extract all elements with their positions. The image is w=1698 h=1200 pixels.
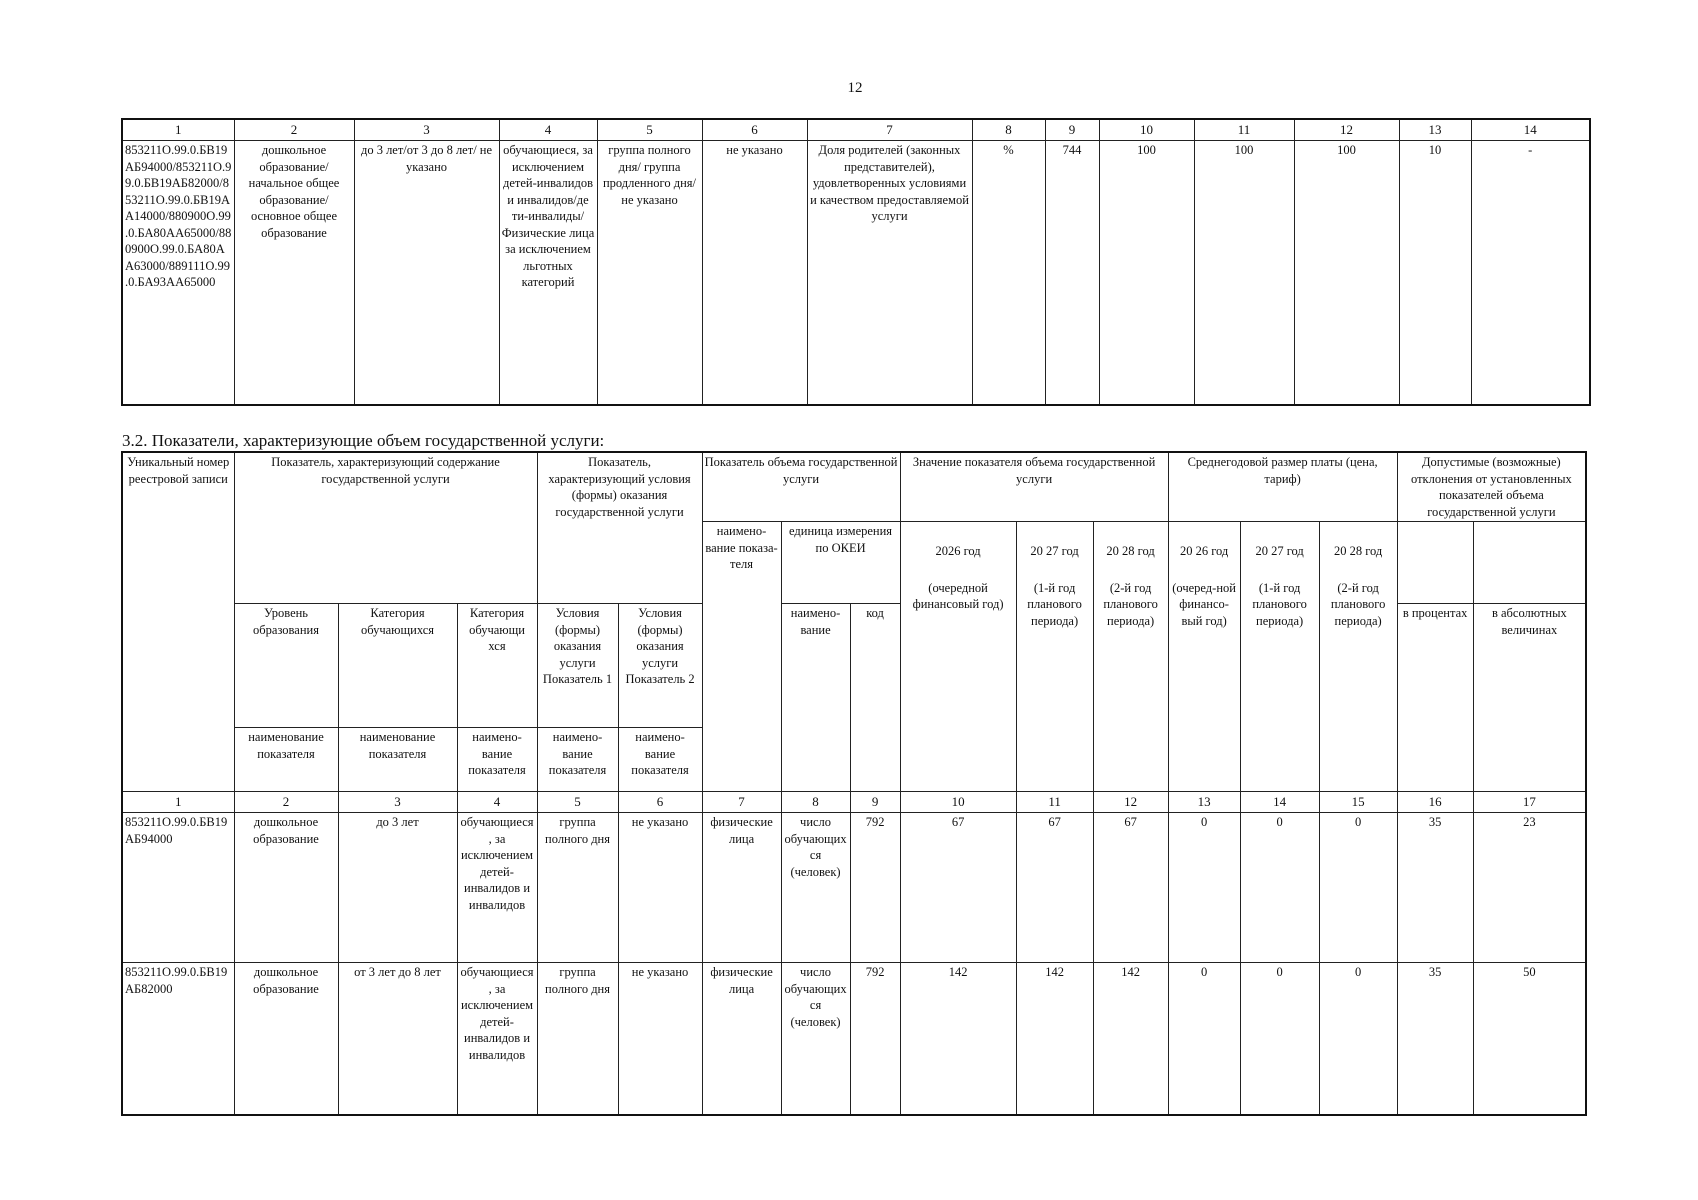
fee-2028-cell: 0 bbox=[1319, 813, 1397, 963]
col-num-5: 5 bbox=[597, 119, 702, 141]
volume-indicator-cell: физические лица bbox=[702, 963, 781, 1115]
col-num-5: 5 bbox=[537, 792, 618, 813]
deviation-abs-header: в абсолютных величинах bbox=[1473, 604, 1586, 792]
col-num-7: 7 bbox=[702, 792, 781, 813]
value-2026-header bbox=[900, 522, 1016, 792]
col-num-12: 12 bbox=[1294, 119, 1399, 141]
deviation-percent-cell: 10 bbox=[1399, 141, 1471, 406]
col-num-7: 7 bbox=[807, 119, 972, 141]
indicator-name-header: наимено-вание показателя bbox=[537, 728, 618, 792]
fee-2028-cell: 0 bbox=[1319, 963, 1397, 1115]
education-level-cell: дошкольное образование bbox=[234, 813, 338, 963]
value-2026-year: 2026 год bbox=[935, 544, 981, 558]
group-type-cell: группа полного дня bbox=[537, 813, 618, 963]
value-2026-cell: 100 bbox=[1099, 141, 1194, 406]
deviation-percent-cell: 35 bbox=[1397, 963, 1473, 1115]
fee-2027-header bbox=[1240, 522, 1319, 792]
col-num-9: 9 bbox=[1045, 119, 1099, 141]
value-2028-header bbox=[1093, 522, 1168, 792]
col-num-2: 2 bbox=[234, 119, 354, 141]
deviation-percent-header-spacer bbox=[1397, 522, 1473, 604]
volume-name-header: наимено-вание показа-теля bbox=[702, 522, 781, 792]
col-num-6: 6 bbox=[702, 119, 807, 141]
indicator-name-header: наименование показателя bbox=[234, 728, 338, 792]
age-cell: до 3 лет/от 3 до 8 лет/ не указано bbox=[354, 141, 499, 406]
col-num-4: 4 bbox=[457, 792, 537, 813]
deviation-abs-cell: 23 bbox=[1473, 813, 1586, 963]
deviation-abs-cell: 50 bbox=[1473, 963, 1586, 1115]
deviation-group-header: Допустимые (возможные) отклонения от установленных показателей объема государственной услуги bbox=[1397, 452, 1586, 522]
registry-number-cell: 853211О.99.0.БВ19АБ94000 bbox=[122, 813, 234, 963]
fee-2026-subtitle: (очеред-ной финансо-вый год) bbox=[1172, 580, 1236, 628]
value-2028-cell: 100 bbox=[1294, 141, 1399, 406]
fee-2028-subtitle: (2-й год планового периода) bbox=[1330, 580, 1386, 628]
fee-2027-cell: 0 bbox=[1240, 963, 1319, 1115]
education-level-cell: дошкольное образование/ начальное общее образование/ основное общее образование bbox=[234, 141, 354, 406]
col-num-12: 12 bbox=[1093, 792, 1168, 813]
unit-code-cell: 792 bbox=[850, 963, 900, 1115]
unit-name-cell: число обучающихся (человек) bbox=[781, 963, 850, 1115]
category2-header: Категория обучающи хся bbox=[457, 604, 537, 728]
fee-2026-year: 20 26 год bbox=[1179, 544, 1229, 558]
value-2027-cell: 67 bbox=[1016, 813, 1093, 963]
group-type-cell: группа полного дня/ группа продленного дня/ не указано bbox=[597, 141, 702, 406]
fee-2026-header bbox=[1168, 522, 1240, 792]
value-group-header: Значение показателя объема государственной услуги bbox=[900, 452, 1168, 522]
unit-code-cell: 744 bbox=[1045, 141, 1099, 406]
fee-2027-subtitle: (1-й год планового периода) bbox=[1252, 580, 1307, 628]
deviation-percent-header: в процентах bbox=[1397, 604, 1473, 792]
col-num-6: 6 bbox=[618, 792, 702, 813]
volume-group-header: Показатель объема государственной услуги bbox=[702, 452, 900, 522]
condition1-header: Условия (формы) оказания услуги Показатель 1 bbox=[537, 604, 618, 728]
col-num-13: 13 bbox=[1399, 119, 1471, 141]
table-row bbox=[122, 141, 1590, 406]
fee-2028-year: 20 28 год bbox=[1333, 544, 1383, 558]
student-category-cell: обучающиеся, за исключением детей-инвалидов и инвалидов/де ти-инвалиды/ Физические лица за исключением льготных категорий bbox=[499, 141, 597, 406]
indicator-name-header: наименование показателя bbox=[338, 728, 457, 792]
fee-2027-cell: 0 bbox=[1240, 813, 1319, 963]
indicator-name-header: наимено-вание показателя bbox=[618, 728, 702, 792]
column-number-row bbox=[122, 119, 1590, 141]
col-num-1: 1 bbox=[122, 119, 234, 141]
value-2028-year: 20 28 год bbox=[1106, 544, 1155, 558]
unit-code-cell: 792 bbox=[850, 813, 900, 963]
education-level-cell: дошкольное образование bbox=[234, 963, 338, 1115]
col-num-11: 11 bbox=[1194, 119, 1294, 141]
student-category-cell: обучающиеся, за исключением детей-инвалидов и инвалидов bbox=[457, 813, 537, 963]
col-num-17: 17 bbox=[1473, 792, 1586, 813]
deviation-abs-header-spacer bbox=[1473, 522, 1586, 604]
level-header: Уровень образования bbox=[234, 604, 338, 728]
fee-group-header: Среднегодовой размер платы (цена, тариф) bbox=[1168, 452, 1397, 522]
col-num-9: 9 bbox=[850, 792, 900, 813]
col-num-14: 14 bbox=[1471, 119, 1590, 141]
value-2028-subtitle: (2-й год планового периода) bbox=[1103, 580, 1158, 628]
section-title: 3.2. Показатели, характеризующие объем государственной услуги: bbox=[122, 431, 605, 450]
col-num-11: 11 bbox=[1016, 792, 1093, 813]
value-2026-subtitle: (очередной финансовый год) bbox=[912, 580, 1004, 611]
table-row bbox=[122, 813, 1586, 963]
fee-2028-header bbox=[1319, 522, 1397, 792]
col-num-1: 1 bbox=[122, 792, 234, 813]
condition-cell: не указано bbox=[618, 813, 702, 963]
unique-number-header: Уникальный номер реестровой записи bbox=[122, 452, 234, 792]
col-num-10: 10 bbox=[1099, 119, 1194, 141]
col-num-16: 16 bbox=[1397, 792, 1473, 813]
fee-2026-cell: 0 bbox=[1168, 963, 1240, 1115]
unit-cell: % bbox=[972, 141, 1045, 406]
value-2026-cell: 67 bbox=[900, 813, 1016, 963]
student-category-cell: обучающиеся, за исключением детей-инвалидов и инвалидов bbox=[457, 963, 537, 1115]
value-2027-cell: 142 bbox=[1016, 963, 1093, 1115]
unit-code-header: код bbox=[850, 604, 900, 792]
group-type-cell: группа полного дня bbox=[537, 963, 618, 1115]
deviation-percent-cell: 35 bbox=[1397, 813, 1473, 963]
column-number-row bbox=[122, 792, 1586, 813]
col-num-8: 8 bbox=[972, 119, 1045, 141]
col-num-14: 14 bbox=[1240, 792, 1319, 813]
indicator-name-header: наимено-вание показателя bbox=[457, 728, 537, 792]
col-num-13: 13 bbox=[1168, 792, 1240, 813]
value-2027-cell: 100 bbox=[1194, 141, 1294, 406]
value-2027-header bbox=[1016, 522, 1093, 792]
header-row bbox=[122, 452, 1586, 522]
col-num-8: 8 bbox=[781, 792, 850, 813]
quality-indicators-table bbox=[121, 118, 1591, 406]
unit-name-header: наимено-вание bbox=[781, 604, 850, 792]
unit-name-cell: число обучающихся (человек) bbox=[781, 813, 850, 963]
page-number: 12 bbox=[847, 80, 863, 96]
condition-cell: не указано bbox=[618, 963, 702, 1115]
category-header: Категория обучающихся bbox=[338, 604, 457, 728]
volume-indicator-cell: физические лица bbox=[702, 813, 781, 963]
fee-2026-cell: 0 bbox=[1168, 813, 1240, 963]
fee-2027-year: 20 27 год bbox=[1255, 544, 1304, 558]
age-cell: до 3 лет bbox=[338, 813, 457, 963]
deviation-abs-cell: - bbox=[1471, 141, 1590, 406]
volume-indicators-table bbox=[121, 451, 1587, 1116]
col-num-10: 10 bbox=[900, 792, 1016, 813]
registry-number-cell: 853211О.99.0.БВ19АБ94000/853211О.99.0.БВ19АБ82000/853211О.99.0.БВ19АА14000/880900О.99.0.БА80АА65000/880900О.99.0.БА80АА63000/889111О.99.0.БА93АА65000 bbox=[122, 141, 234, 406]
registry-number-cell: 853211О.99.0.БВ19АБ82000 bbox=[122, 963, 234, 1115]
col-num-3: 3 bbox=[338, 792, 457, 813]
value-2027-year: 20 27 год bbox=[1030, 544, 1079, 558]
conditions-group-header: Показатель, характеризующий условия (формы) оказания государственной услуги bbox=[537, 452, 702, 604]
value-2028-cell: 142 bbox=[1093, 963, 1168, 1115]
content-group-header: Показатель, характеризующий содержание государственной услуги bbox=[234, 452, 537, 604]
unit-header: единица измерения по ОКЕИ bbox=[781, 522, 900, 604]
col-num-4: 4 bbox=[499, 119, 597, 141]
condition-cell: не указано bbox=[702, 141, 807, 406]
col-num-15: 15 bbox=[1319, 792, 1397, 813]
col-num-3: 3 bbox=[354, 119, 499, 141]
value-2027-subtitle: (1-й год планового периода) bbox=[1027, 580, 1082, 628]
value-2026-cell: 142 bbox=[900, 963, 1016, 1115]
age-cell: от 3 лет до 8 лет bbox=[338, 963, 457, 1115]
table-row bbox=[122, 963, 1586, 1115]
value-2028-cell: 67 bbox=[1093, 813, 1168, 963]
indicator-name-cell: Доля родителей (законных представителей), удовлетворенных условиями и качеством предоставляемой услуги bbox=[807, 141, 972, 406]
condition2-header: Условия (формы) оказания услуги Показатель 2 bbox=[618, 604, 702, 728]
col-num-2: 2 bbox=[234, 792, 338, 813]
